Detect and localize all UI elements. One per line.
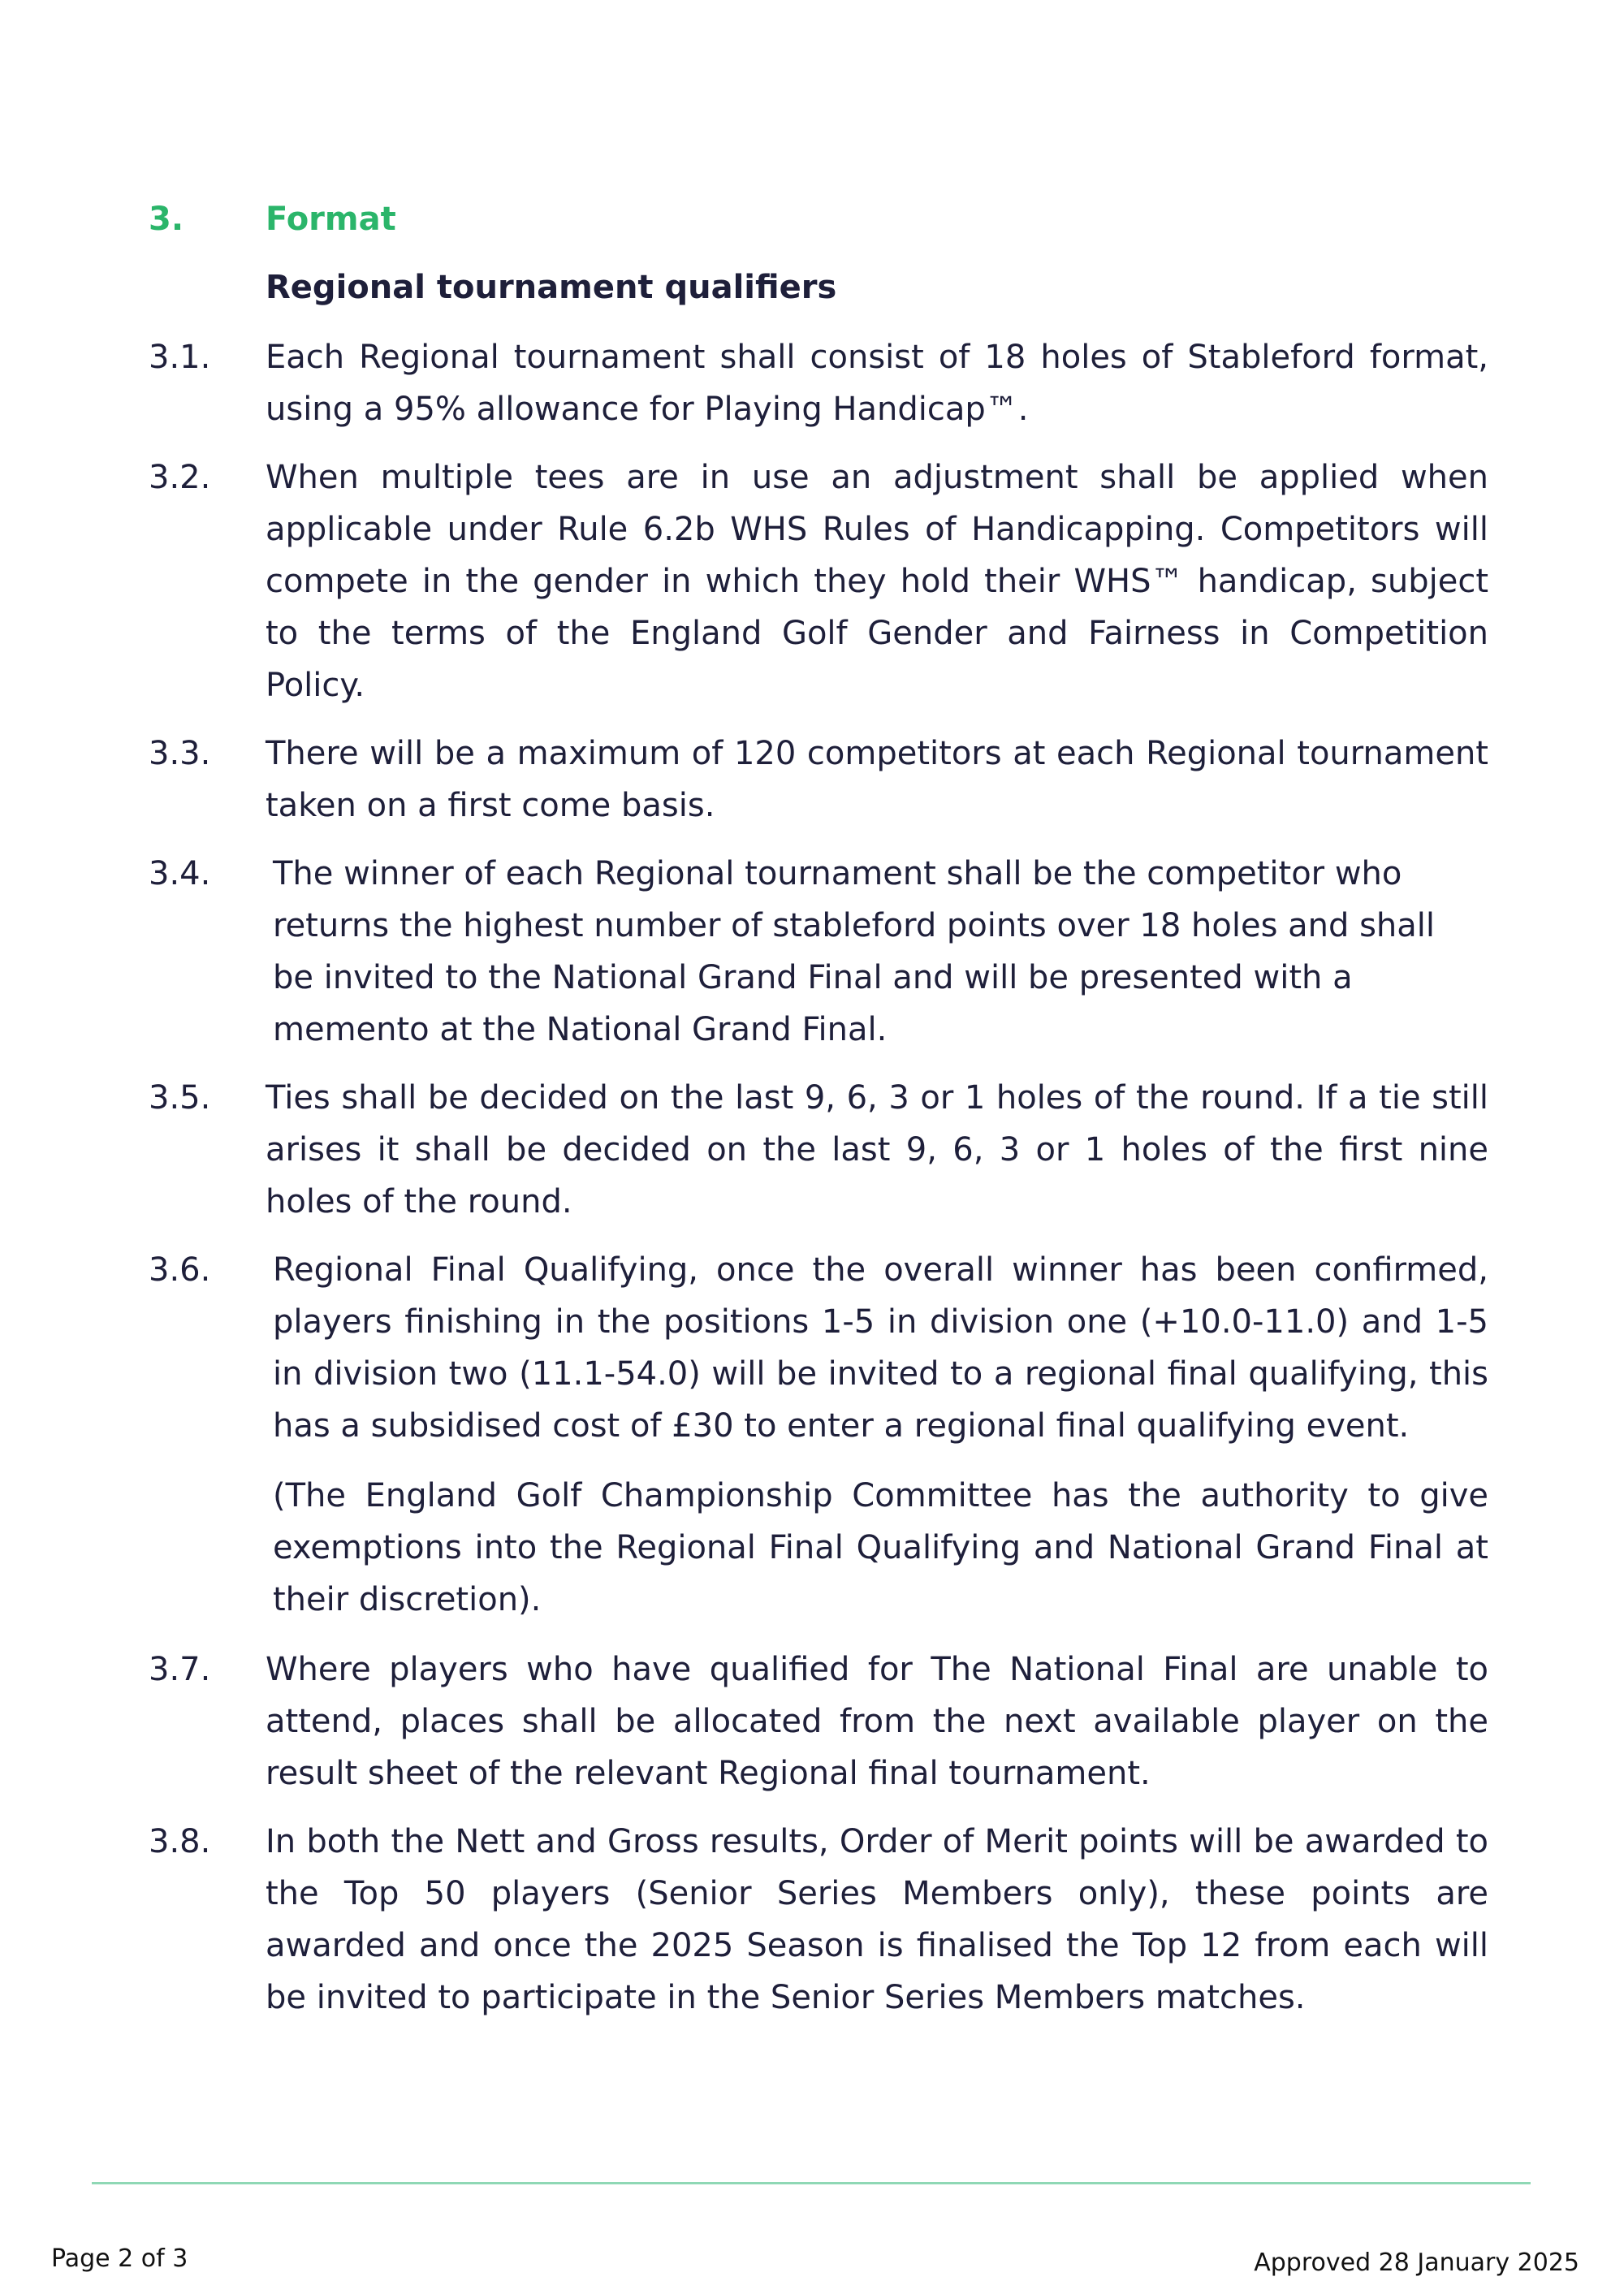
- clause-3-2: [149, 451, 1488, 711]
- clause-number: 3.3.: [149, 735, 211, 772]
- clause-text: Ties shall be decided on the last 9, 6, 3 or 1 holes of the round. If a tie still arises it shall be decided on the last 9, 6, 3 or 1 holes of the first nine holes of the round.: [266, 1079, 1488, 1220]
- page-number: Page 2 of 3: [51, 2244, 188, 2273]
- approval-date: Approved 28 January 2025: [1254, 2249, 1579, 2277]
- clause-3-4: [149, 848, 1488, 1056]
- clause-text: When multiple tees are in use an adjustment shall be applied when applicable under Rule 6.2b WHS Rules of Handicapping. Competitors will compete in the gender in which they hold their WHS™ handicap, subject to the terms of the England Golf Gender and Fairness in Competition Policy.: [266, 459, 1488, 704]
- section-heading: [149, 195, 396, 244]
- clause-text: In both the Nett and Gross results, Order of Merit points will be awarded to the Top 50 players (Senior Series Members only), these points are awarded and once the 2025 Season is finalised the Top 12 from each will be invited to participate in the Senior Series Members matches.: [266, 1823, 1488, 2016]
- clause-number: 3.6.: [149, 1251, 211, 1289]
- clause-3-6: [149, 1244, 1488, 1452]
- clause-text: Regional Final Qualifying, once the overall winner has been confirmed, players finishing in the positions 1-5 in division one (+10.0-11.0) and 1-5 in division two (11.1-54.0) will be invited to a regional final qualifying, this has a subsidised cost of £30 to enter a regional final qualifying event.: [273, 1251, 1488, 1445]
- clause-number: 3.5.: [149, 1079, 211, 1117]
- clause-number: 3.2.: [149, 459, 211, 496]
- clause-number: 3.1.: [149, 339, 211, 376]
- clause-3-8: [149, 1816, 1488, 2024]
- clause-3-1: [149, 331, 1488, 435]
- clause-3-3: [149, 728, 1488, 832]
- clause-3-7: [149, 1644, 1488, 1799]
- clause-number: 3.7.: [149, 1651, 211, 1688]
- clause-text: Where players who have qualified for The National Final are unable to attend, places shall be allocated from the next available player on the result sheet of the relevant Regional final tournament.: [266, 1651, 1488, 1792]
- clause-3-5: [149, 1072, 1488, 1228]
- clause-number: 3.4.: [149, 855, 211, 892]
- footer-divider: [92, 2182, 1531, 2184]
- clause-text: Each Regional tournament shall consist of 18 holes of Stableford format, using a 95% allowance for Playing Handicap™.: [266, 339, 1488, 428]
- clause-text: There will be a maximum of 120 competitors at each Regional tournament taken on a first come basis.: [266, 735, 1488, 824]
- clause-number: 3.8.: [149, 1823, 211, 1860]
- section-number: 3.: [149, 201, 184, 238]
- section-title: Format: [266, 201, 396, 238]
- clause-3-6-note: (The England Golf Championship Committee has the authority to give exemptions into the Regional Final Qualifying and National Grand Final at their discretion).: [273, 1477, 1488, 1618]
- clause-text: The winner of each Regional tournament shall be the competitor who returns the highest number of stableford points over 18 holes and shall be invited to the National Grand Final and will be presented with a memento at the National Grand Final.: [273, 855, 1436, 1048]
- subheading: Regional tournament qualifiers: [266, 269, 837, 306]
